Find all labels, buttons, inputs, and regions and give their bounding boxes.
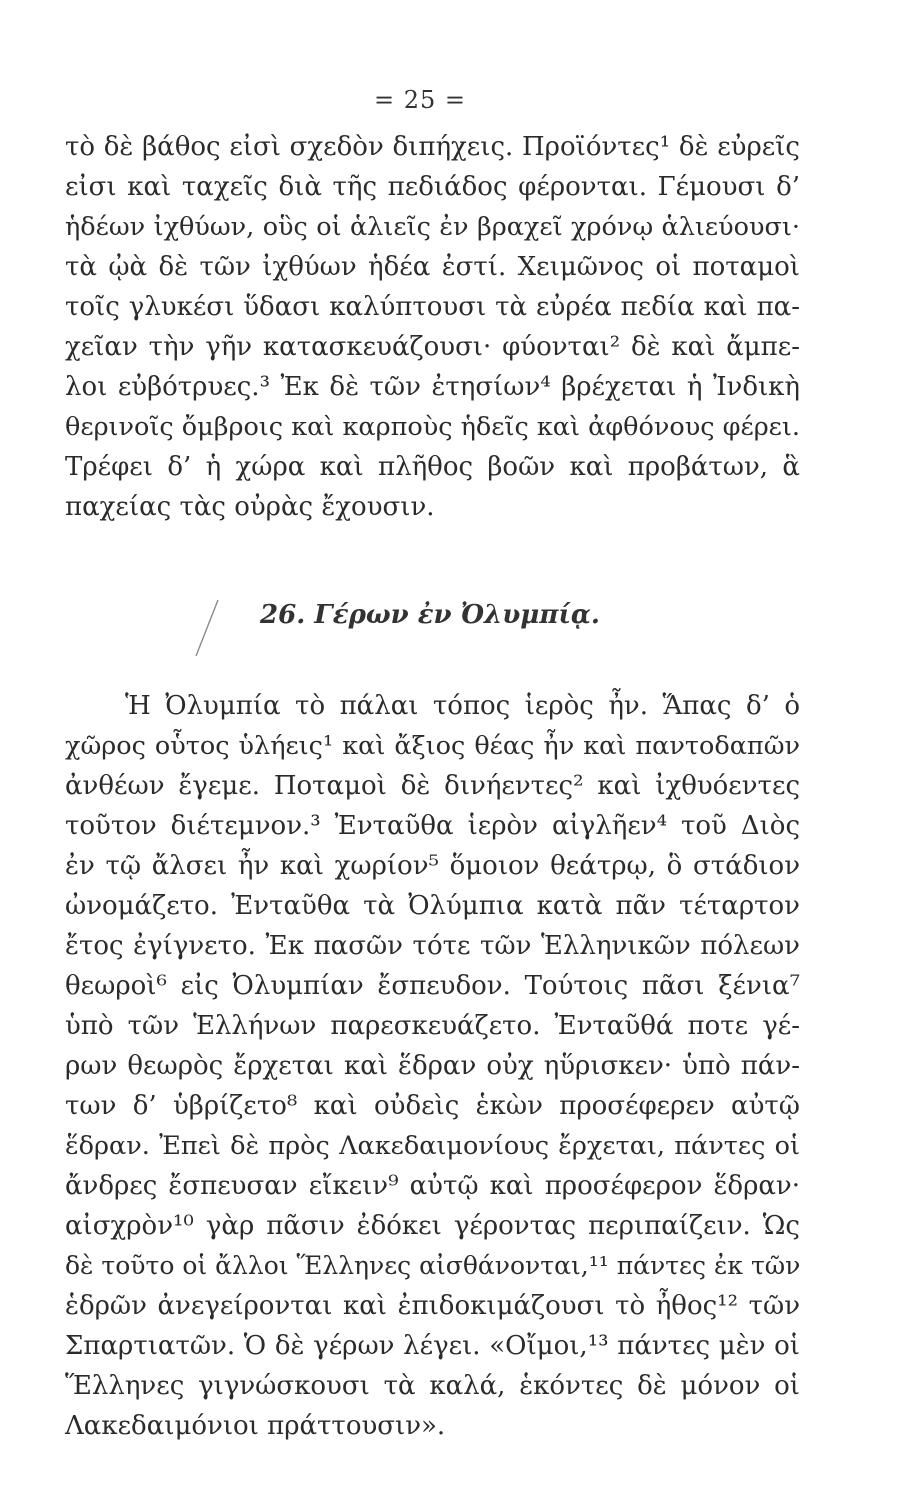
paragraph-line: τὸ δὲ βάθος εἰσὶ σχεδὸν διπήχεις. Προϊόντες¹ δὲ εὐρεῖς (65, 132, 800, 162)
paragraph-line: ἄνδρες ἔσπευσαν εἴκειν⁹ αὐτῷ καὶ προσέφερον ἕδραν· (65, 1171, 800, 1201)
paragraph-line: ἐν τῷ ἄλσει ἦν καὶ χωρίον⁵ ὅμοιον θεάτρῳ, ὃ στάδιον (65, 851, 800, 881)
paragraph-line: ἀνθέων ἔγεμε. Ποταμοὶ δὲ δινήεντες² καὶ ἰχθυόεντες (65, 771, 800, 801)
paragraph-line: Ἡ Ὀλυμπία τὸ πάλαι τόπος ἱερὸς ἦν. Ἅπας δ’ ὁ (125, 691, 800, 721)
page-number: = 25 = (373, 86, 466, 114)
section-heading: 26. Γέρων ἐν Ὀλυμπίᾳ. (260, 600, 600, 630)
paragraph-line: ἡδέων ἰχθύων, οὓς οἱ ἁλιεῖς ἐν βραχεῖ χρόνῳ ἁλιεύουσι· (65, 212, 800, 242)
paragraph-line: χῶρος οὗτος ὑλήεις¹ καὶ ἄξιος θέας ἦν καὶ παντοδαπῶν (65, 731, 800, 761)
paragraph-line: τοῦτον διέτεμνον.³ Ἐνταῦθα ἱερὸν αἰγλῆεν⁴ τοῦ Διὸς (65, 811, 800, 841)
paragraph-line: τὰ ᾠὰ δὲ τῶν ἰχθύων ἡδέα ἐστί. Χειμῶνος οἱ ποταμοὶ (65, 252, 800, 282)
paragraph-1 (65, 127, 800, 527)
paragraph-line: ὑπὸ τῶν Ἑλλήνων παρεσκευάζετο. Ἐνταῦθά ποτε γέ- (65, 1011, 800, 1041)
paragraph-line: τοῖς γλυκέσι ὕδασι καλύπτουσι τὰ εὐρέα πεδία καὶ πα- (65, 292, 800, 322)
paragraph-line: θερινοῖς ὄμβροις καὶ καρποὺς ἡδεῖς καὶ ἀφθόνους φέρει. (65, 412, 800, 442)
paragraph-line: εἰσι καὶ ταχεῖς διὰ τῆς πεδιάδος φέρονται. Γέμουσι δ’ (65, 172, 800, 202)
paragraph-line: αἰσχρὸν¹⁰ γὰρ πᾶσιν ἐδόκει γέροντας περιπαίζειν. Ὡς (65, 1211, 800, 1241)
paragraph-line: χεῖαν τὴν γῆν κατασκευάζουσι· φύονται² δὲ καὶ ἄμπε- (65, 332, 800, 362)
paragraph-line: Τρέφει δ’ ἡ χώρα καὶ πλῆθος βοῶν καὶ προβάτων, ἃ (65, 452, 800, 482)
paragraph-line: ἑδρῶν ἀνεγείρονται καὶ ἐπιδοκιμάζουσι τὸ ἦθος¹² τῶν (65, 1291, 800, 1321)
paragraph-line: λοι εὐβότρυες.³ Ἐκ δὲ τῶν ἐτησίων⁴ βρέχεται ἡ Ἰνδικὴ (65, 372, 800, 402)
paragraph-line: Σπαρτιατῶν. Ὁ δὲ γέρων λέγει. «Οἴμοι,¹³ πάντες μὲν οἱ (65, 1331, 800, 1361)
paragraph-line: ἔτος ἐγίγνετο. Ἐκ πασῶν τότε τῶν Ἑλληνικῶν πόλεων (65, 931, 800, 961)
paragraph-line: ὠνομάζετο. Ἐνταῦθα τὰ Ὀλύμπια κατὰ πᾶν τέταρτον (65, 891, 800, 921)
paragraph-line: ρων θεωρὸς ἔρχεται καὶ ἕδραν οὐχ ηὕρισκεν· ὑπὸ πάν- (65, 1051, 800, 1081)
paragraph-line: Λακεδαιμόνιοι πράττουσιν». (65, 1411, 446, 1441)
paragraph-line: θεωροὶ⁶ εἰς Ὀλυμπίαν ἔσπευδον. Τούτοις πᾶσι ξένια⁷ (65, 971, 800, 1001)
paragraph-line: παχείας τὰς οὐρὰς ἔχουσιν. (65, 492, 435, 522)
paragraph-line: δὲ τοῦτο οἱ ἄλλοι Ἕλληνες αἰσθάνονται,¹¹ πάντες ἐκ τῶν (65, 1251, 801, 1280)
paragraph-line: ἕδραν. Ἐπεὶ δὲ πρὸς Λακεδαιμονίους ἔρχεται, πάντες οἱ (65, 1131, 800, 1161)
paragraph-2 (65, 686, 800, 1446)
paragraph-line: των δ’ ὑβρίζετο⁸ καὶ οὐδεὶς ἑκὼν προσέφερεν αὐτῷ (65, 1091, 800, 1121)
paragraph-line: Ἕλληνες γιγνώσκουσι τὰ καλά, ἑκόντες δὲ μόνον οἱ (65, 1371, 800, 1401)
